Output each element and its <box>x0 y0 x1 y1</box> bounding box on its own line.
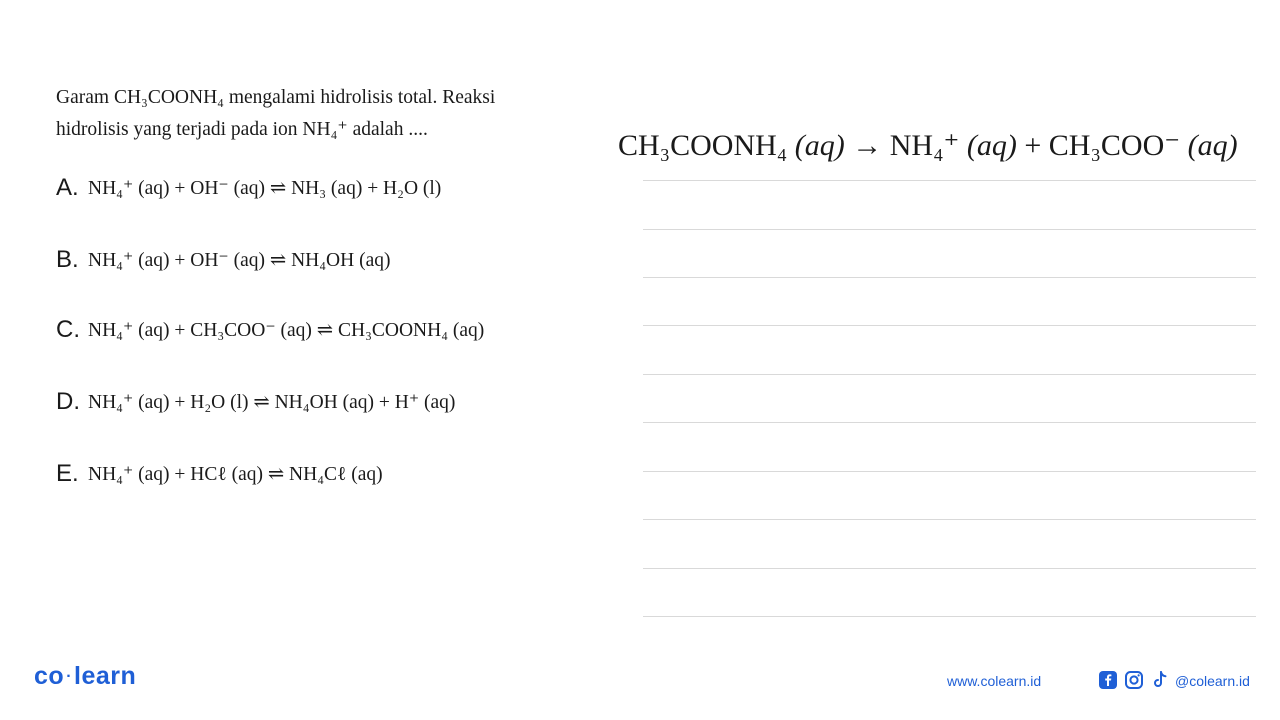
option-c[interactable] <box>56 310 656 350</box>
option-letter: D. <box>56 388 80 415</box>
working-equation <box>618 128 1278 163</box>
state-1: (aq) <box>794 129 845 162</box>
option-a[interactable] <box>56 168 656 208</box>
product-1: NH₄⁺ <box>889 129 960 162</box>
option-letter: E. <box>56 460 79 487</box>
reactant: CH₃COONH₄ <box>618 129 788 162</box>
option-equation: NH₄⁺ (aq) + OH⁻ (aq) ⇌ NH₃ (aq) + H₂O (l) <box>88 178 442 199</box>
ion-formula: NH₄⁺ <box>302 119 348 140</box>
reaction-arrow: → <box>852 129 883 162</box>
option-equation: NH₄⁺ (aq) + HCℓ (aq) ⇌ NH₄Cℓ (aq) <box>88 464 383 485</box>
instagram-icon[interactable] <box>1124 670 1144 690</box>
ruled-line <box>643 616 1256 617</box>
logo-dot: · <box>66 668 73 686</box>
plus-sign: + <box>1024 129 1042 162</box>
salt-formula: CH₃COONH₄ <box>113 87 224 108</box>
ruled-line <box>643 422 1256 423</box>
product-2: CH₃COO⁻ <box>1048 129 1181 162</box>
option-d[interactable] <box>56 382 656 422</box>
colearn-logo[interactable]: co ·learn <box>34 662 137 690</box>
social-handle[interactable]: @colearn.id <box>1175 673 1250 689</box>
tiktok-icon[interactable] <box>1150 670 1170 690</box>
option-letter: C. <box>56 316 80 343</box>
ruled-line <box>643 568 1256 569</box>
ruled-line <box>643 374 1256 375</box>
option-equation: NH₄⁺ (aq) + CH₃COO⁻ (aq) ⇌ CH₃COONH₄ (aq) <box>88 320 485 341</box>
option-equation: NH₄⁺ (aq) + H₂O (l) ⇌ NH₄OH (aq) + H⁺ (aq) <box>88 392 456 413</box>
question-line-2: hidrolisis yang terjadi pada ion NH₄⁺ adalah .... <box>56 119 428 140</box>
option-b[interactable] <box>56 240 656 280</box>
website-link[interactable]: www.colearn.id <box>947 673 1042 689</box>
question-line-1: Garam CH₃COONH₄ mengalami hidrolisis total. Reaksi <box>56 87 496 108</box>
ruled-line <box>643 519 1256 520</box>
facebook-icon[interactable] <box>1098 670 1118 690</box>
option-equation: NH₄⁺ (aq) + OH⁻ (aq) ⇌ NH₄OH (aq) <box>88 250 391 271</box>
ruled-line <box>643 229 1256 230</box>
social-icons <box>1098 670 1170 690</box>
state-2: (aq) <box>966 129 1017 162</box>
ruled-line <box>643 325 1256 326</box>
option-letter: B. <box>56 246 79 273</box>
ruled-line <box>643 277 1256 278</box>
ruled-line <box>643 471 1256 472</box>
question-text <box>56 82 596 146</box>
state-3: (aq) <box>1187 129 1238 162</box>
ruled-line <box>643 180 1256 181</box>
option-letter: A. <box>56 174 79 201</box>
option-e[interactable] <box>56 454 656 494</box>
